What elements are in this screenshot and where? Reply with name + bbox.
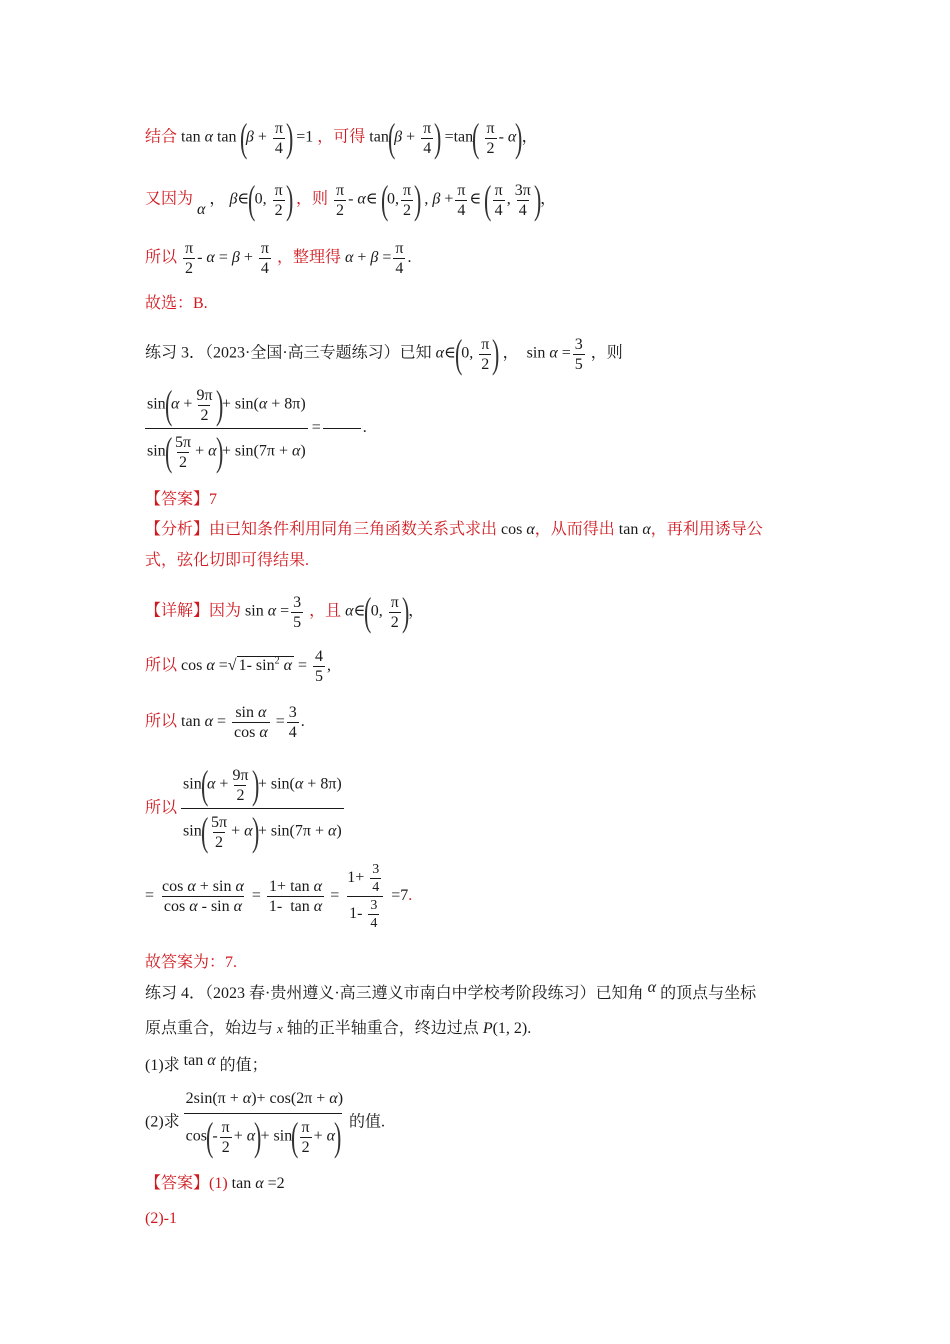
exercise-4-line-2: 原点重合，始边与 x 轴的正半轴重合，终边过点 P(1, 2). (145, 1020, 532, 1037)
solution-line-combine: 结合 tan α tan (β + $\frac{\pi}{4}$ ) =1 ，可得 tan(β + $\frac{\pi}{4}$ ) =tan( $\frac{\pi}{2}$ - α)， (145, 115, 538, 160)
analysis-line-2: 式，弦化切即可得结果. (145, 552, 310, 569)
exercise-3-expression: sin(α + $\frac{9\pi}{2}$ )+ sin(α + 8π) sin( $\frac{5\pi}{2}$ + α)+ sin(7π + α) = . (147, 382, 367, 474)
answer-4-part-2: (2)-1 (145, 1210, 177, 1227)
detail-line-tan: 所以 tan α = $\frac{\text{sin α}}{\text{cos α}}$ = $\frac{3}{4}$ . (145, 704, 305, 741)
solution-line-because: 又因为 α ， β∈(0, $\frac{\pi}{2}$ ) ，则 $\frac{\pi}{2}$ - α∈ (0, $\frac{\pi}{2}$ ) , β + $\frac{\pi}{4}$ ∈ ( $\frac{\pi}{4}$ , $\frac{3\pi}{4}$ )， (145, 177, 557, 222)
detail-line-1: 【详解】因为 sin α = $\frac{3}{5}$ ，且 α∈(0, $\frac{\pi}{2}$ )， (145, 589, 425, 634)
answer-4-part-1: 【答案】(1) tan α =2 (145, 1175, 285, 1192)
detail-line-expression: 所以 sin(α + $\frac{9\pi}{2}$ )+ sin(α + 8π) sin( $\frac{5\pi}{2}$ + α)+ sin(7π + α) (145, 762, 342, 854)
analysis-line-1: 【分析】由已知条件利用同角三角函数关系式求出 cos α，从而得出 tan α，再利用诱导公 (145, 521, 763, 538)
exercise-4-title: 练习 4．（2023 春·贵州遵义·高三遵义市南白中学校考阶段练习）已知角 α 的顶点与坐标 (145, 979, 757, 1002)
exercise-3-title: 练习 3．（2023·全国·高三专题练习）已知 α∈(0, $\frac{\pi}{2}$ ) ， sin α = $\frac{3}{5}$ ，则 (145, 331, 623, 376)
detail-line-result: = $\frac{\text{cos α + sin α}}{\text{cos α - sin α}}$ = $\frac{\text{1+ tan α}}{\text{1- tan α}}$ = 1+ $\frac{3}{4}$ 1- $\frac{3}{4}$ =7. (145, 862, 413, 931)
answer-3: 【答案】7 (145, 491, 218, 508)
answer-blank (323, 428, 361, 429)
detail-line-cos: 所以 cos α =√ 1- $\sin^2 \alpha$ = $\frac{4}{5}$ , (145, 648, 331, 685)
question-2: (2)求 2sin(π + α)+ cos(2π + α) cos(- $\frac{\pi}{2}$ + α)+ sin( $\frac{\pi}{2}$ + α) 的值. (145, 1090, 386, 1159)
solution-line-so: 所以 $\frac{\pi}{2}$ - α = β + $\frac{\pi}{4}$ ，整理得 α + β = $\frac{\pi}{4}$ . (145, 240, 412, 277)
answer-choice-line: 故选：B. (145, 295, 208, 312)
question-1: (1)求 tan α 的值； (145, 1052, 268, 1074)
final-answer-3: 故答案为：7. (145, 954, 238, 971)
